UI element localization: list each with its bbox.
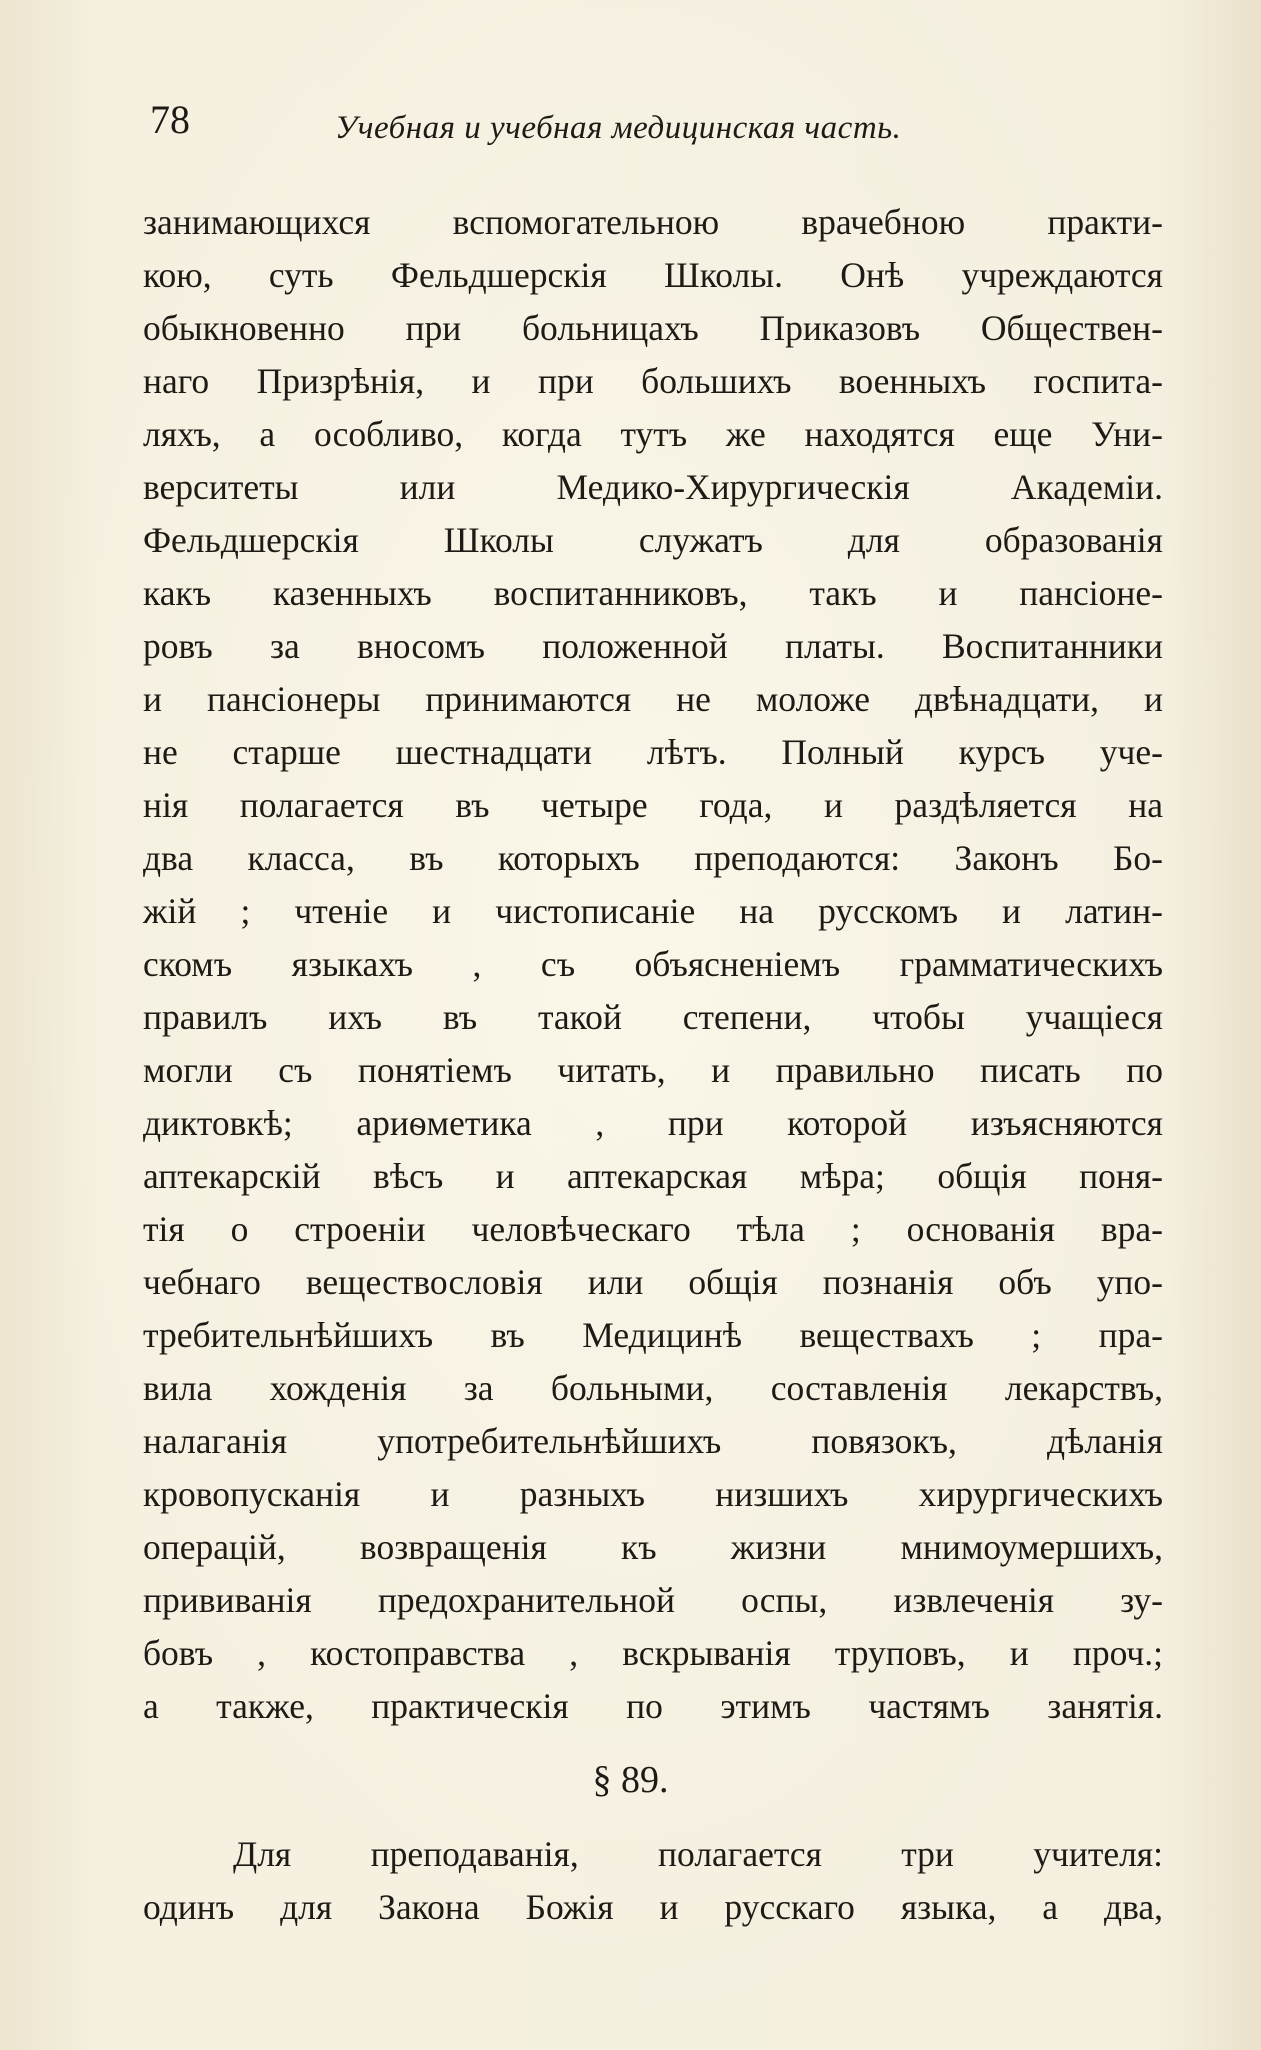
text-line: не старше шестнадцати лѣтъ. Полный курсъ уче- bbox=[143, 732, 1163, 772]
page-number: 78 bbox=[150, 97, 190, 142]
text-line: ляхъ, а особливо, когда тутъ же находятся еще Уни- bbox=[143, 414, 1163, 454]
text-line: какъ казенныхъ воспитанниковъ, такъ и пансіоне- bbox=[143, 573, 1163, 613]
running-head: Учебная и учебная медицинская часть. bbox=[335, 110, 902, 146]
text-line: операцій, возвращенія къ жизни мнимоумершихъ, bbox=[143, 1527, 1163, 1567]
text-line: жій ; чтеніе и чистописаніе на русскомъ и латин- bbox=[143, 891, 1163, 931]
text-line: кою, суть Фельдшерскія Школы. Онѣ учреждаются bbox=[143, 255, 1163, 295]
text-line: верситеты или Медико-Хирургическія Академіи. bbox=[143, 467, 1163, 507]
text-line: одинъ для Закона Божія и русскаго языка, а два, bbox=[143, 1887, 1163, 1927]
text-line: скомъ языкахъ , съ объясненіемъ грамматическихъ bbox=[143, 944, 1163, 984]
paragraph-continued bbox=[143, 196, 1163, 1733]
text-line: тія о строеніи человѣческаго тѣла ; основанія вра- bbox=[143, 1209, 1163, 1249]
text-line: и пансіонеры принимаются не моложе двѣнадцати, и bbox=[143, 679, 1163, 719]
text-line: Фельдшерскія Школы служатъ для образованія bbox=[143, 520, 1163, 560]
text-line: а также, практическія по этимъ частямъ занятія. bbox=[143, 1686, 1163, 1726]
text-line: нія полагается въ четыре года, и раздѣляется на bbox=[143, 785, 1163, 825]
text-line: правилъ ихъ въ такой степени, чтобы учащіеся bbox=[143, 997, 1163, 1037]
text-line: кровопусканія и разныхъ низшихъ хирургическихъ bbox=[143, 1474, 1163, 1514]
text-line: занимающихся вспомогательною врачебною практи- bbox=[143, 202, 1163, 242]
text-line: диктовкѣ; ариѳметика , при которой изъясняются bbox=[143, 1103, 1163, 1143]
text-line: ровъ за вносомъ положенной платы. Воспитанники bbox=[143, 626, 1163, 666]
text-line: требительнѣйшихъ въ Медицинѣ веществахъ ; пра- bbox=[143, 1315, 1163, 1355]
text-line: наго Призрѣнія, и при большихъ военныхъ госпита- bbox=[143, 361, 1163, 401]
text-line: могли съ понятіемъ читать, и правильно писать по bbox=[143, 1050, 1163, 1090]
text-line: прививанія предохранительной оспы, извлеченія зу- bbox=[143, 1580, 1163, 1620]
text-line: вила хожденія за больными, составленія лекарствъ, bbox=[143, 1368, 1163, 1408]
text-line: Для преподаванія, полагается три учителя: bbox=[233, 1834, 1163, 1874]
text-line: чебнаго веществословія или общія познанія объ упо- bbox=[143, 1262, 1163, 1302]
section-heading: § 89. bbox=[592, 1759, 669, 1801]
text-line: аптекарскій вѣсъ и аптекарская мѣра; общія поня- bbox=[143, 1156, 1163, 1196]
paragraph-new bbox=[143, 1828, 1163, 1934]
text-line: бовъ , костоправства , вскрыванія труповъ, и проч.; bbox=[143, 1633, 1163, 1673]
text-line: налаганія употребительнѣйшихъ повязокъ, дѣланія bbox=[143, 1421, 1163, 1461]
text-line: два класса, въ которыхъ преподаются: Законъ Бо- bbox=[143, 838, 1163, 878]
text-line: обыкновенно при больницахъ Приказовъ Обществен- bbox=[143, 308, 1163, 348]
